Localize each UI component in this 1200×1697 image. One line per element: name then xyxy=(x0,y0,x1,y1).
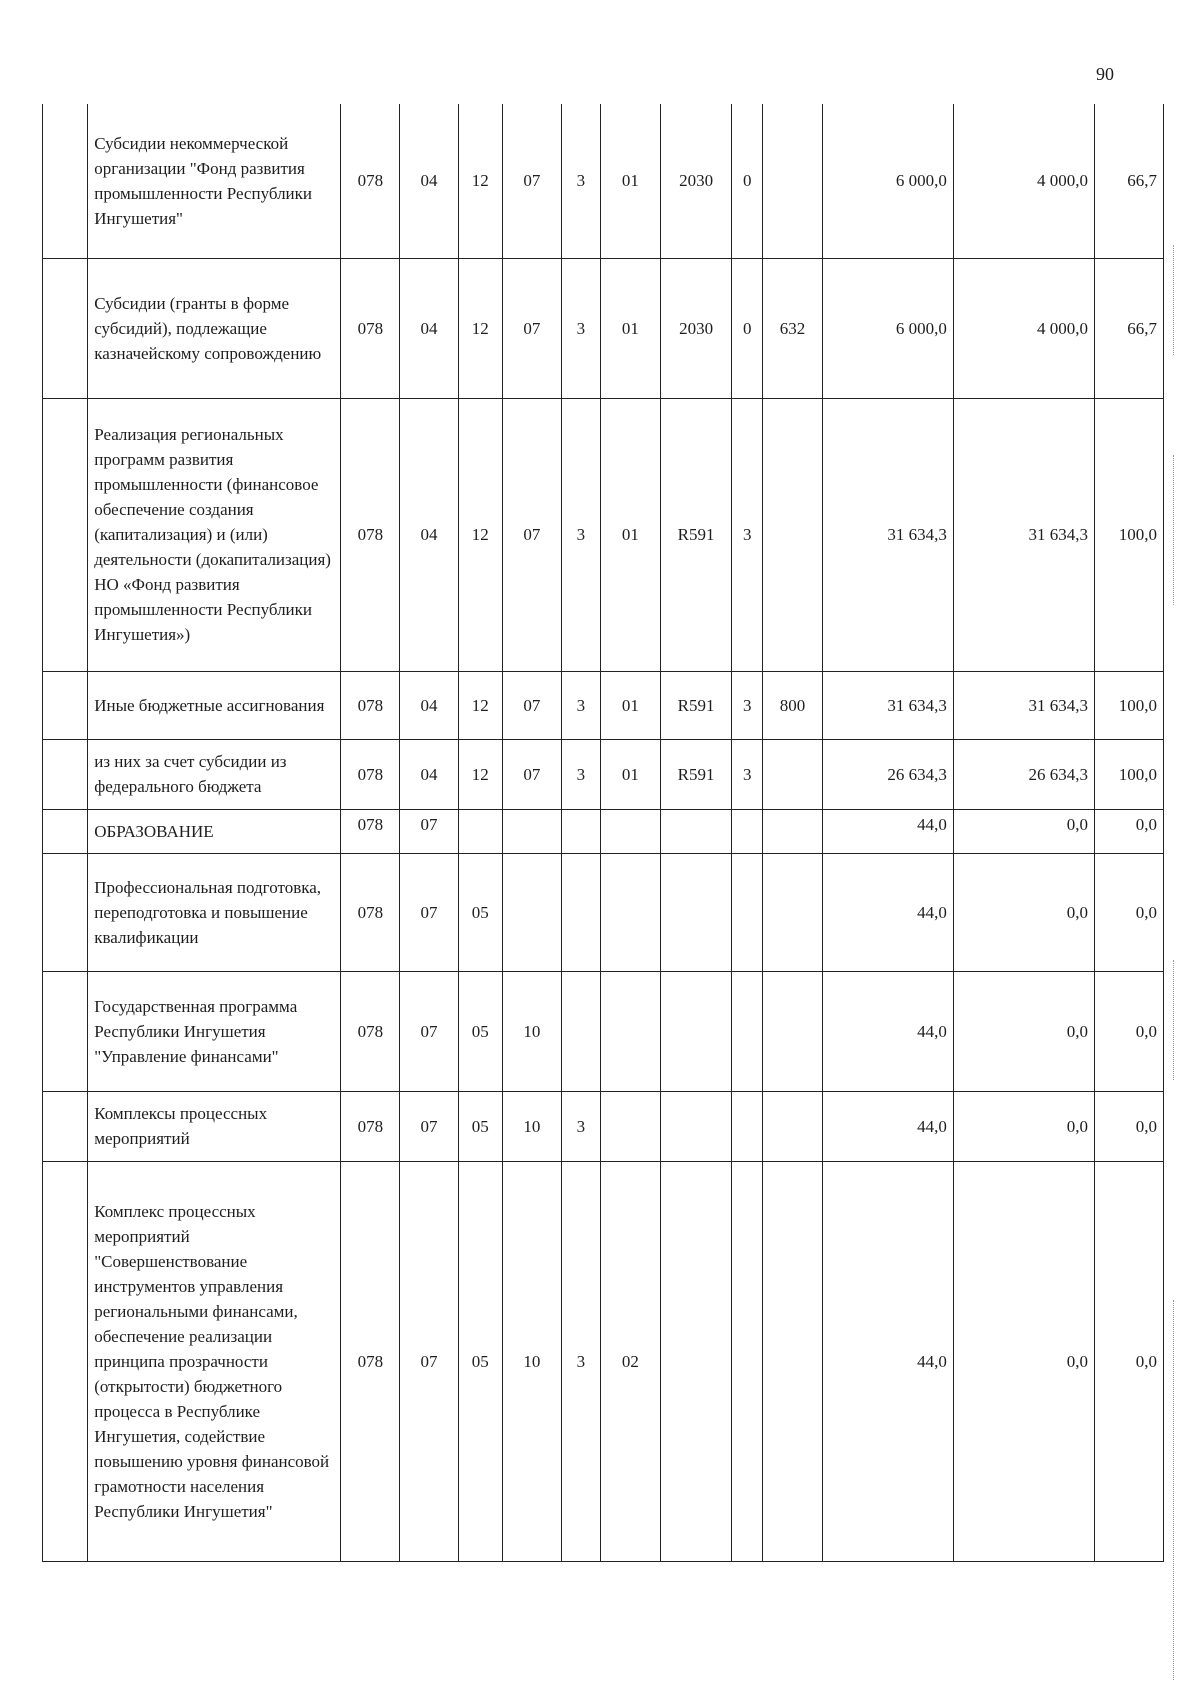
code-cell xyxy=(763,104,822,258)
code-cell xyxy=(600,1091,660,1161)
code-cell: 078 xyxy=(341,398,400,671)
code-cell xyxy=(732,809,763,853)
sum-cell: 6 000,0 xyxy=(822,258,953,398)
code-cell: 3 xyxy=(561,739,600,809)
sum-cell: 44,0 xyxy=(822,971,953,1091)
code-cell: 3 xyxy=(561,104,600,258)
table-row xyxy=(43,971,1164,1091)
margin-cell xyxy=(43,671,88,739)
sum-cell: 26 634,3 xyxy=(953,739,1094,809)
code-cell: 07 xyxy=(400,809,458,853)
table-row xyxy=(43,671,1164,739)
code-cell: 07 xyxy=(400,853,458,971)
row-name: Государственная программа Республики Ингушетия "Управление финансами" xyxy=(88,971,341,1091)
code-cell xyxy=(600,809,660,853)
row-name: Профессиональная подготовка, переподготовка и повышение квалификации xyxy=(88,853,341,971)
code-cell: 10 xyxy=(502,1091,561,1161)
code-cell: 01 xyxy=(600,258,660,398)
code-cell: 12 xyxy=(458,671,502,739)
code-cell: 078 xyxy=(341,853,400,971)
code-cell: 07 xyxy=(400,1161,458,1561)
budget-table xyxy=(42,104,1164,1562)
sum-cell: 0,0 xyxy=(953,853,1094,971)
row-name: ОБРАЗОВАНИЕ xyxy=(88,809,341,853)
scan-edge-mark xyxy=(1173,1300,1174,1680)
code-cell: 05 xyxy=(458,971,502,1091)
code-cell xyxy=(661,853,732,971)
code-cell: 078 xyxy=(341,1161,400,1561)
code-cell: 3 xyxy=(561,258,600,398)
code-cell: 800 xyxy=(763,671,822,739)
code-cell xyxy=(600,853,660,971)
margin-cell xyxy=(43,1161,88,1561)
code-cell xyxy=(561,809,600,853)
sum-cell: 4 000,0 xyxy=(953,104,1094,258)
code-cell xyxy=(763,1091,822,1161)
sum-cell: 44,0 xyxy=(822,1091,953,1161)
code-cell: 3 xyxy=(561,398,600,671)
page-number: 90 xyxy=(1096,64,1114,84)
code-cell xyxy=(732,1161,763,1561)
code-cell xyxy=(458,809,502,853)
code-cell: 078 xyxy=(341,1091,400,1161)
sum-cell: 100,0 xyxy=(1094,398,1163,671)
code-cell xyxy=(763,971,822,1091)
code-cell: 07 xyxy=(502,398,561,671)
sum-cell: 31 634,3 xyxy=(953,398,1094,671)
code-cell xyxy=(763,398,822,671)
code-cell: 3 xyxy=(732,398,763,671)
code-cell xyxy=(600,971,660,1091)
sum-cell: 31 634,3 xyxy=(822,671,953,739)
code-cell: 07 xyxy=(502,671,561,739)
code-cell: 3 xyxy=(732,671,763,739)
code-cell: 04 xyxy=(400,739,458,809)
scan-edge-mark xyxy=(1173,245,1174,355)
code-cell: 12 xyxy=(458,739,502,809)
code-cell: 0 xyxy=(732,258,763,398)
sum-cell: 100,0 xyxy=(1094,739,1163,809)
code-cell: 10 xyxy=(502,971,561,1091)
code-cell xyxy=(661,971,732,1091)
code-cell: 3 xyxy=(561,671,600,739)
scan-edge-mark xyxy=(1173,455,1174,605)
sum-cell: 66,7 xyxy=(1094,258,1163,398)
code-cell: 07 xyxy=(502,739,561,809)
code-cell: 078 xyxy=(341,671,400,739)
code-cell: 3 xyxy=(561,1091,600,1161)
table-row xyxy=(43,809,1164,853)
code-cell: 01 xyxy=(600,104,660,258)
sum-cell: 44,0 xyxy=(822,809,953,853)
sum-cell: 44,0 xyxy=(822,853,953,971)
code-cell: 12 xyxy=(458,104,502,258)
margin-cell xyxy=(43,104,88,258)
code-cell: R591 xyxy=(661,739,732,809)
code-cell: 12 xyxy=(458,398,502,671)
scan-edge-mark xyxy=(1173,960,1174,1080)
code-cell xyxy=(763,1161,822,1561)
code-cell xyxy=(502,853,561,971)
code-cell xyxy=(763,853,822,971)
code-cell xyxy=(661,1161,732,1561)
table-row xyxy=(43,1091,1164,1161)
code-cell: 0 xyxy=(732,104,763,258)
code-cell xyxy=(763,739,822,809)
code-cell: 632 xyxy=(763,258,822,398)
sum-cell: 0,0 xyxy=(953,809,1094,853)
margin-cell xyxy=(43,258,88,398)
sum-cell: 31 634,3 xyxy=(822,398,953,671)
row-name: Субсидии (гранты в форме субсидий), подлежащие казначейскому сопровождению xyxy=(88,258,341,398)
code-cell: 12 xyxy=(458,258,502,398)
code-cell: 01 xyxy=(600,739,660,809)
code-cell: 05 xyxy=(458,1161,502,1561)
code-cell: 078 xyxy=(341,739,400,809)
code-cell: 04 xyxy=(400,398,458,671)
code-cell: 10 xyxy=(502,1161,561,1561)
sum-cell: 6 000,0 xyxy=(822,104,953,258)
sum-cell: 0,0 xyxy=(1094,853,1163,971)
code-cell: 078 xyxy=(341,971,400,1091)
row-name: Иные бюджетные ассигнования xyxy=(88,671,341,739)
sum-cell: 44,0 xyxy=(822,1161,953,1561)
code-cell: R591 xyxy=(661,671,732,739)
margin-cell xyxy=(43,1091,88,1161)
table-row xyxy=(43,739,1164,809)
code-cell xyxy=(763,809,822,853)
table-row xyxy=(43,853,1164,971)
sum-cell: 100,0 xyxy=(1094,671,1163,739)
sum-cell: 0,0 xyxy=(953,1091,1094,1161)
margin-cell xyxy=(43,809,88,853)
code-cell xyxy=(661,1091,732,1161)
code-cell: 078 xyxy=(341,809,400,853)
sum-cell: 0,0 xyxy=(1094,971,1163,1091)
sum-cell: 0,0 xyxy=(953,971,1094,1091)
margin-cell xyxy=(43,398,88,671)
code-cell: 07 xyxy=(400,971,458,1091)
code-cell: 04 xyxy=(400,258,458,398)
sum-cell: 0,0 xyxy=(1094,809,1163,853)
code-cell xyxy=(732,971,763,1091)
margin-cell xyxy=(43,853,88,971)
code-cell xyxy=(502,809,561,853)
row-name: Реализация региональных программ развития промышленности (финансовое обеспечение создания (капитализация) и (или) деятельности (докапитализация) НО «Фонд развития промышленности Республики Ингушетия») xyxy=(88,398,341,671)
sum-cell: 4 000,0 xyxy=(953,258,1094,398)
code-cell: 02 xyxy=(600,1161,660,1561)
code-cell: R591 xyxy=(661,398,732,671)
code-cell: 07 xyxy=(400,1091,458,1161)
sum-cell: 0,0 xyxy=(953,1161,1094,1561)
margin-cell xyxy=(43,739,88,809)
table-row xyxy=(43,258,1164,398)
table-row xyxy=(43,1161,1164,1561)
code-cell: 2030 xyxy=(661,258,732,398)
code-cell: 04 xyxy=(400,104,458,258)
row-name: из них за счет субсидии из федерального бюджета xyxy=(88,739,341,809)
code-cell xyxy=(561,853,600,971)
code-cell: 07 xyxy=(502,104,561,258)
code-cell: 04 xyxy=(400,671,458,739)
sum-cell: 0,0 xyxy=(1094,1161,1163,1561)
code-cell xyxy=(732,853,763,971)
code-cell: 05 xyxy=(458,1091,502,1161)
row-name: Субсидии некоммерческой организации "Фонд развития промышленности Республики Ингушетия" xyxy=(88,104,341,258)
code-cell: 01 xyxy=(600,398,660,671)
sum-cell: 31 634,3 xyxy=(953,671,1094,739)
code-cell xyxy=(732,1091,763,1161)
sum-cell: 66,7 xyxy=(1094,104,1163,258)
code-cell xyxy=(661,809,732,853)
code-cell: 078 xyxy=(341,258,400,398)
code-cell xyxy=(561,971,600,1091)
code-cell: 05 xyxy=(458,853,502,971)
code-cell: 078 xyxy=(341,104,400,258)
code-cell: 01 xyxy=(600,671,660,739)
row-name: Комплекс процессных мероприятий "Совершенствование инструментов управления региональными финансами, обеспечение реализации принципа прозрачности (открытости) бюджетного процесса в Республике Ингушетия, содействие повышению уровня финансовой грамотности населения Республики Ингушетия" xyxy=(88,1161,341,1561)
row-name: Комплексы процессных мероприятий xyxy=(88,1091,341,1161)
code-cell: 07 xyxy=(502,258,561,398)
table-row xyxy=(43,398,1164,671)
margin-cell xyxy=(43,971,88,1091)
sum-cell: 0,0 xyxy=(1094,1091,1163,1161)
sum-cell: 26 634,3 xyxy=(822,739,953,809)
table-row xyxy=(43,104,1164,258)
code-cell: 2030 xyxy=(661,104,732,258)
code-cell: 3 xyxy=(561,1161,600,1561)
code-cell: 3 xyxy=(732,739,763,809)
